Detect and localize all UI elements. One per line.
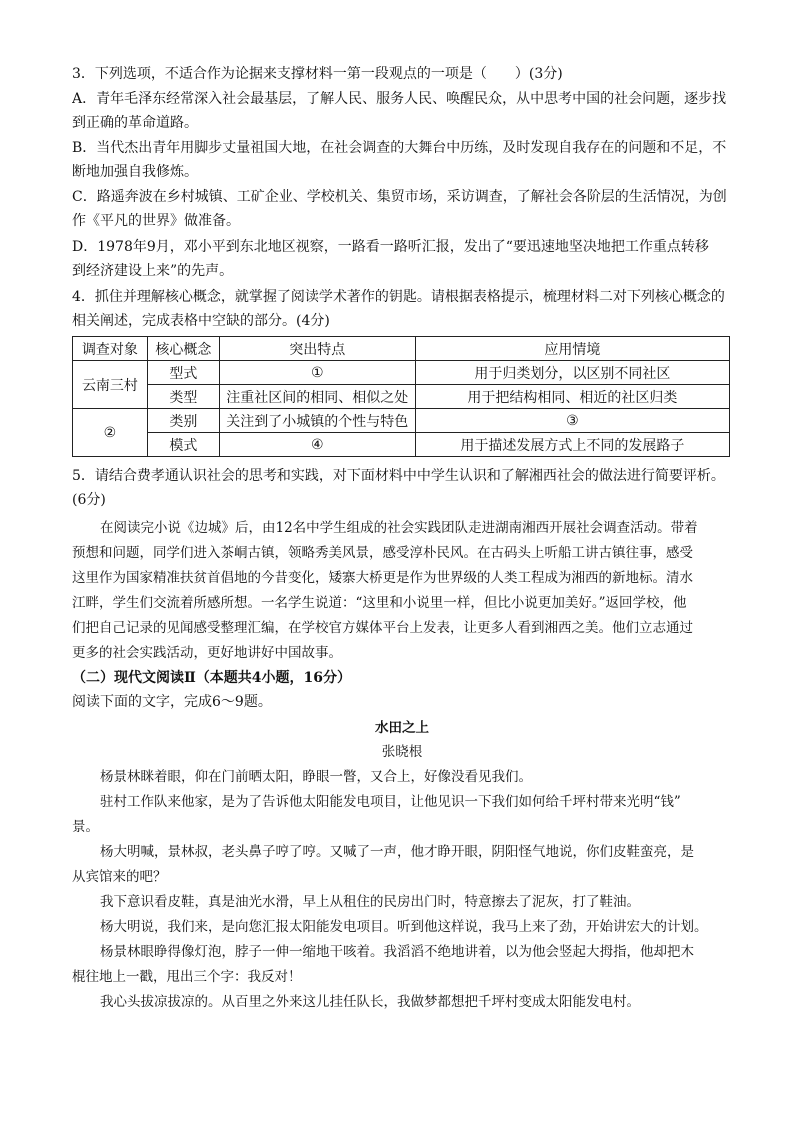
story-author: 张晓根 [381,744,423,760]
q5-stem-cont: (6分) [72,492,106,508]
q5-material-line: 更多的社会实践活动，更好地讲好中国故事。 [72,645,342,661]
table-cell-concept: 型式 [147,361,219,385]
table-cell-concept: 类型 [147,385,219,409]
table-header: 调查对象 [73,337,148,361]
table-cell-use: 用于描述发展方式上不同的发展路子 [415,433,729,457]
table-header-row [73,337,730,361]
table-row [73,361,730,385]
q3-option-b: B．当代杰出青年用脚步丈量祖国大地，在社会调查的大舞台中历练，及时发现自我存在的问题和不足，不 [72,140,727,156]
q3-option-a: A．青年毛泽东经常深入社会最基层，了解人民、服务人民、唤醒民众，从中思考中国的社会问题，逐步找 [72,91,727,107]
table-row [73,385,730,409]
story-line: 杨景林眯着眼，仰在门前晒太阳，睁眼一瞥，又合上，好像没看见我们。 [100,769,532,785]
q3-option-d: D．1978年9月，邓小平到东北地区视察，一路看一路听汇报，发出了“要迅速地坚决地把工作重点转移 [72,239,709,255]
story-line: 景。 [72,819,99,835]
q5-material-line: 这里作为国家精准扶贫首倡地的今昔变化，矮寨大桥更是作为世界级的人类工程成为湘西的新地标。清水 [72,570,693,586]
table-cell-feature: 关注到了小城镇的个性与特色 [219,409,415,433]
story-line: 杨景林眼睁得像灯泡，脖子一伸一缩地干咳着。我滔滔不绝地讲着，以为他会竖起大拇指，他却把木 [100,944,694,960]
story-line: 杨大明说，我们来，是向您汇报太阳能发电项目。听到他这样说，我马上来了劲，开始讲宏大的计划。 [100,919,708,935]
table-cell-object: 云南三村 [73,361,148,409]
q5-material-line: 预想和问题，同学们进入茶峒古镇，领略秀美风景，感受淳朴民风。在古码头上听船工讲古镇往事，感受 [72,545,693,561]
q3-option-c-cont: 作《平凡的世界》做准备。 [72,213,240,229]
q4-stem: 4．抓住并理解核心概念，就掌握了阅读学术著作的钥匙。请根据表格提示，梳理材料二对下列核心概念的 [72,289,725,305]
story-line: 驻村工作队来他家，是为了告诉他太阳能发电项目，让他见识一下我们如何给千坪村带来光明“钱” [100,794,681,810]
q3-option-a-cont: 到正确的革命道路。 [72,115,198,131]
q5-stem: 5．请结合费孝通认识社会的思考和实践，对下面材料中中学生认识和了解湘西社会的做法进行简要评析。 [72,468,725,484]
table-cell-feature: 注重社区间的相同、相似之处 [219,385,415,409]
q5-material-line: 江畔，学生们交流着所感所想。一名学生说道：“这里和小说里一样，但比小说更加美好。”返回学校，他 [72,595,687,611]
section-title: （二）现代文阅读Ⅱ（本题共4小题，16分） [72,670,352,686]
concept-table [72,336,730,457]
story-line: 我下意识看皮鞋，真是油光水滑，早上从租住的民房出门时，特意擦去了泥灰，打了鞋油。 [100,894,640,910]
q5-material-line: 们把自己记录的见闻感受整理汇编，在学校官方媒体平台上发表，让更多人看到湘西之美。他们立志通过 [72,620,693,636]
table-row [73,433,730,457]
table-header: 核心概念 [147,337,219,361]
story-title: 水田之上 [375,720,429,736]
story-line: 棍往地上一戳，甩出三个字：我反对！ [72,969,302,985]
table-cell-concept: 模式 [147,433,219,457]
table-cell-concept: 类别 [147,409,219,433]
q3-option-d-cont: 到经济建设上来”的先声。 [72,263,234,279]
table-cell-use: 用于把结构相同、相近的社区归类 [415,385,729,409]
q3-stem: 3．下列选项，不适合作为论据来支撑材料一第一段观点的一项是（ ）(3分) [72,66,563,82]
q5-material-line: 在阅读完小说《边城》后，由12名中学生组成的社会实践团队走进湖南湘西开展社会调查活动。带着 [100,520,698,536]
table-cell-use: 用于归类划分，以区别不同社区 [415,361,729,385]
table-row [73,409,730,433]
table-cell-blank-1: ① [219,361,415,385]
story-line: 我心头拔凉拔凉的。从百里之外来这儿挂任队长，我做梦都想把千坪村变成太阳能发电村。 [100,994,640,1010]
story-line: 从宾馆来的吧？ [72,869,167,885]
table-cell-blank-4: ④ [219,433,415,457]
table-cell-blank-3: ③ [415,409,729,433]
table-cell-blank-2: ② [73,409,148,457]
story-line: 杨大明喊，景林叔，老头鼻子哼了哼。又喊了一声，他才睁开眼，阴阳怪气地说，你们皮鞋蛮亮，是 [100,844,694,860]
table-header: 突出特点 [219,337,415,361]
q4-stem-cont: 相关阐述，完成表格中空缺的部分。(4分) [72,313,330,329]
q3-option-b-cont: 断地加强自我修炼。 [72,164,198,180]
q3-option-c: C．路遥奔波在乡村城镇、工矿企业、学校机关、集贸市场，采访调查，了解社会各阶层的生活情况，为创 [72,189,727,205]
table-header: 应用情境 [415,337,729,361]
section-instruction: 阅读下面的文字，完成6～9题。 [72,694,272,710]
